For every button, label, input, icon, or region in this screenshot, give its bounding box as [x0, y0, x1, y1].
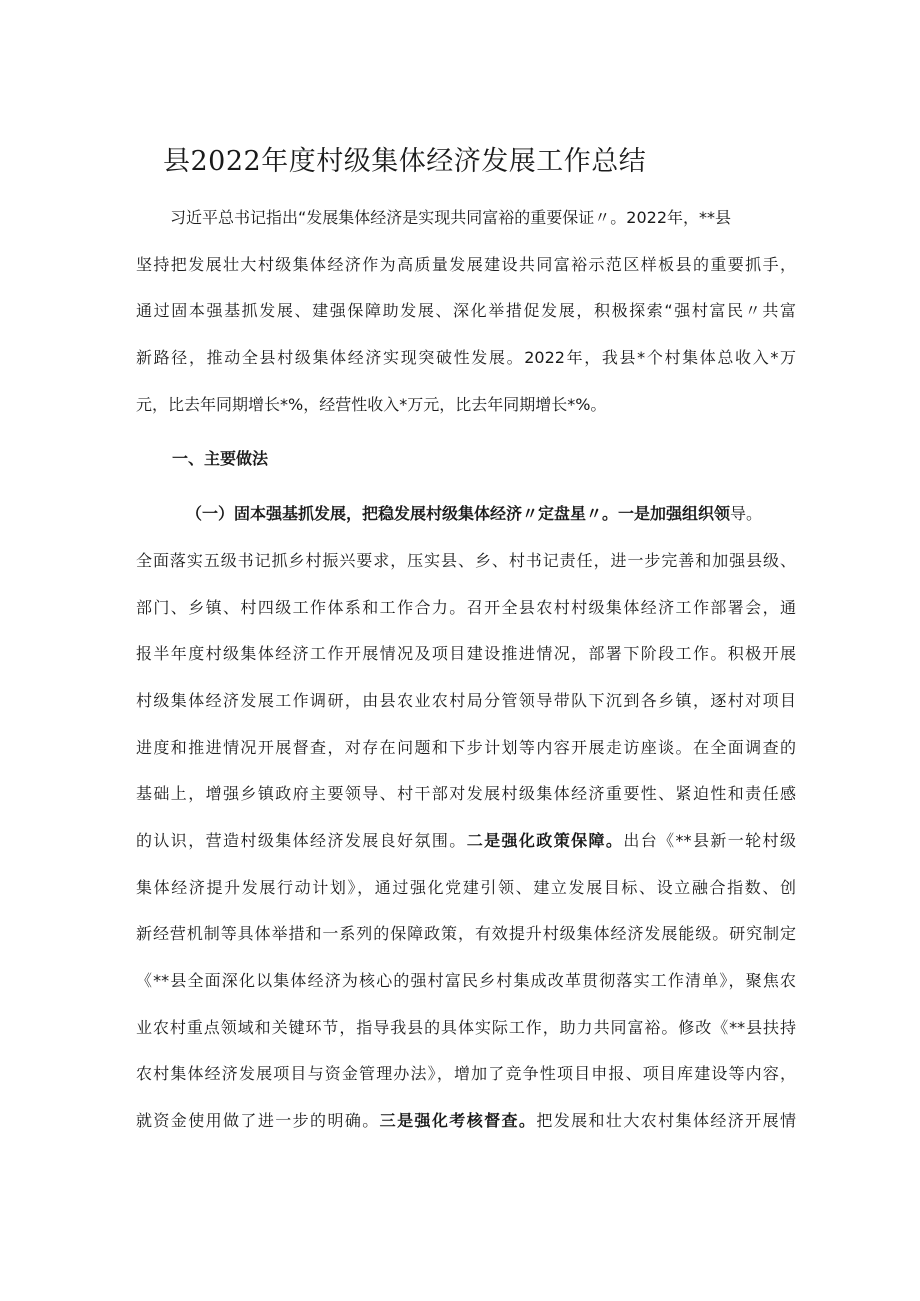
body-line: 《**县全面深化以集体经济为核心的强村富民乡村集成改革贯彻落实工作清单》，聚焦农 [136, 971, 796, 990]
body-line: 部门、乡镇、村四级工作体系和工作合力。召开全县农村村级集体经济工作部署会，通 [136, 597, 796, 617]
body-line: 新经营机制等具体举措和一系列的保障政策，有效提升村级集体经济发展能级。研究制定 [136, 924, 796, 944]
intro-line-1: 习近平总书记指出“发展集体经济是实现共同富裕的重要保证〃。2022年，**县 [170, 208, 732, 227]
sub-heading-bold: （一）固本强基抓发展，把稳发展村级集体经济〃定盘星〃。一是加强组织领 [186, 504, 731, 524]
mixed-pre: 就资金使用做了进一步的明确。 [136, 1111, 380, 1131]
mixed-pre: 的认识，营造村级集体经济发展良好氛围。 [136, 830, 467, 850]
intro-line-3: 通过固本强基抓发展、建强保障助发展、深化举措促发展，积极探索“强村富民〃共富 [136, 301, 796, 321]
body-line: 农村集体经济发展项目与资金管理办法》，增加了竞争性项目申报、项目库建设等内容， [136, 1064, 796, 1084]
body-line-mixed [136, 1098, 796, 1145]
intro-line-2: 坚持把发展壮大村级集体经济作为高质量发展建设共同富裕示范区样板县的重要抓手， [136, 254, 796, 274]
intro-line-5: 元，比去年同期增长*%，经营性收入*万元，比去年同期增长*%。 [136, 394, 607, 414]
mixed-post: 出台《**县新一轮村级 [623, 830, 796, 850]
intro-line-4: 新路径，推动全县村级集体经济实现突破性发展。2022年，我县*个村集体总收入*万 [136, 348, 796, 368]
section-heading: 一、主要做法 [172, 449, 269, 469]
document-title: 县2022年度村级集体经济发展工作总结 [163, 146, 647, 177]
document-body [136, 195, 796, 1145]
spacer [136, 428, 796, 436]
body-line: 全面落实五级书记抓乡村振兴要求，压实县、乡、村书记责任，进一步完善和加强县级、 [136, 550, 796, 570]
mixed-bold: 三是强化考核督查。 [379, 1111, 537, 1131]
spacer [136, 483, 796, 491]
mixed-post: 把发展和壮大农村集体经济开展情 [536, 1111, 796, 1131]
sub-heading [136, 491, 796, 538]
sub-heading-tail: 导。 [730, 504, 763, 524]
mixed-bold: 二是强化政策保障。 [466, 830, 624, 850]
body-line: 进度和推进情况开展督查，对存在问题和下步计划等内容开展走访座谈。在全面调查的 [136, 737, 796, 757]
body-line: 报半年度村级集体经济工作开展情况及项目建设推进情况，部署下阶段工作。积极开展 [136, 644, 796, 664]
body-line: 业农村重点领域和关键环节，指导我县的具体实际工作，助力共同富裕。修改《**县扶持 [136, 1017, 796, 1037]
body-line-mixed [136, 818, 796, 865]
body-line: 村级集体经济发展工作调研，由县农业农村局分管领导带队下沉到各乡镇，逐村对项目 [136, 690, 796, 710]
body-line: 集体经济提升发展行动计划》，通过强化党建引领、建立发展目标、设立融合指数、创 [136, 877, 796, 897]
body-line: 基础上，增强乡镇政府主要领导、村干部对发展村级集体经济重要性、紧迫性和责任感 [136, 784, 796, 804]
